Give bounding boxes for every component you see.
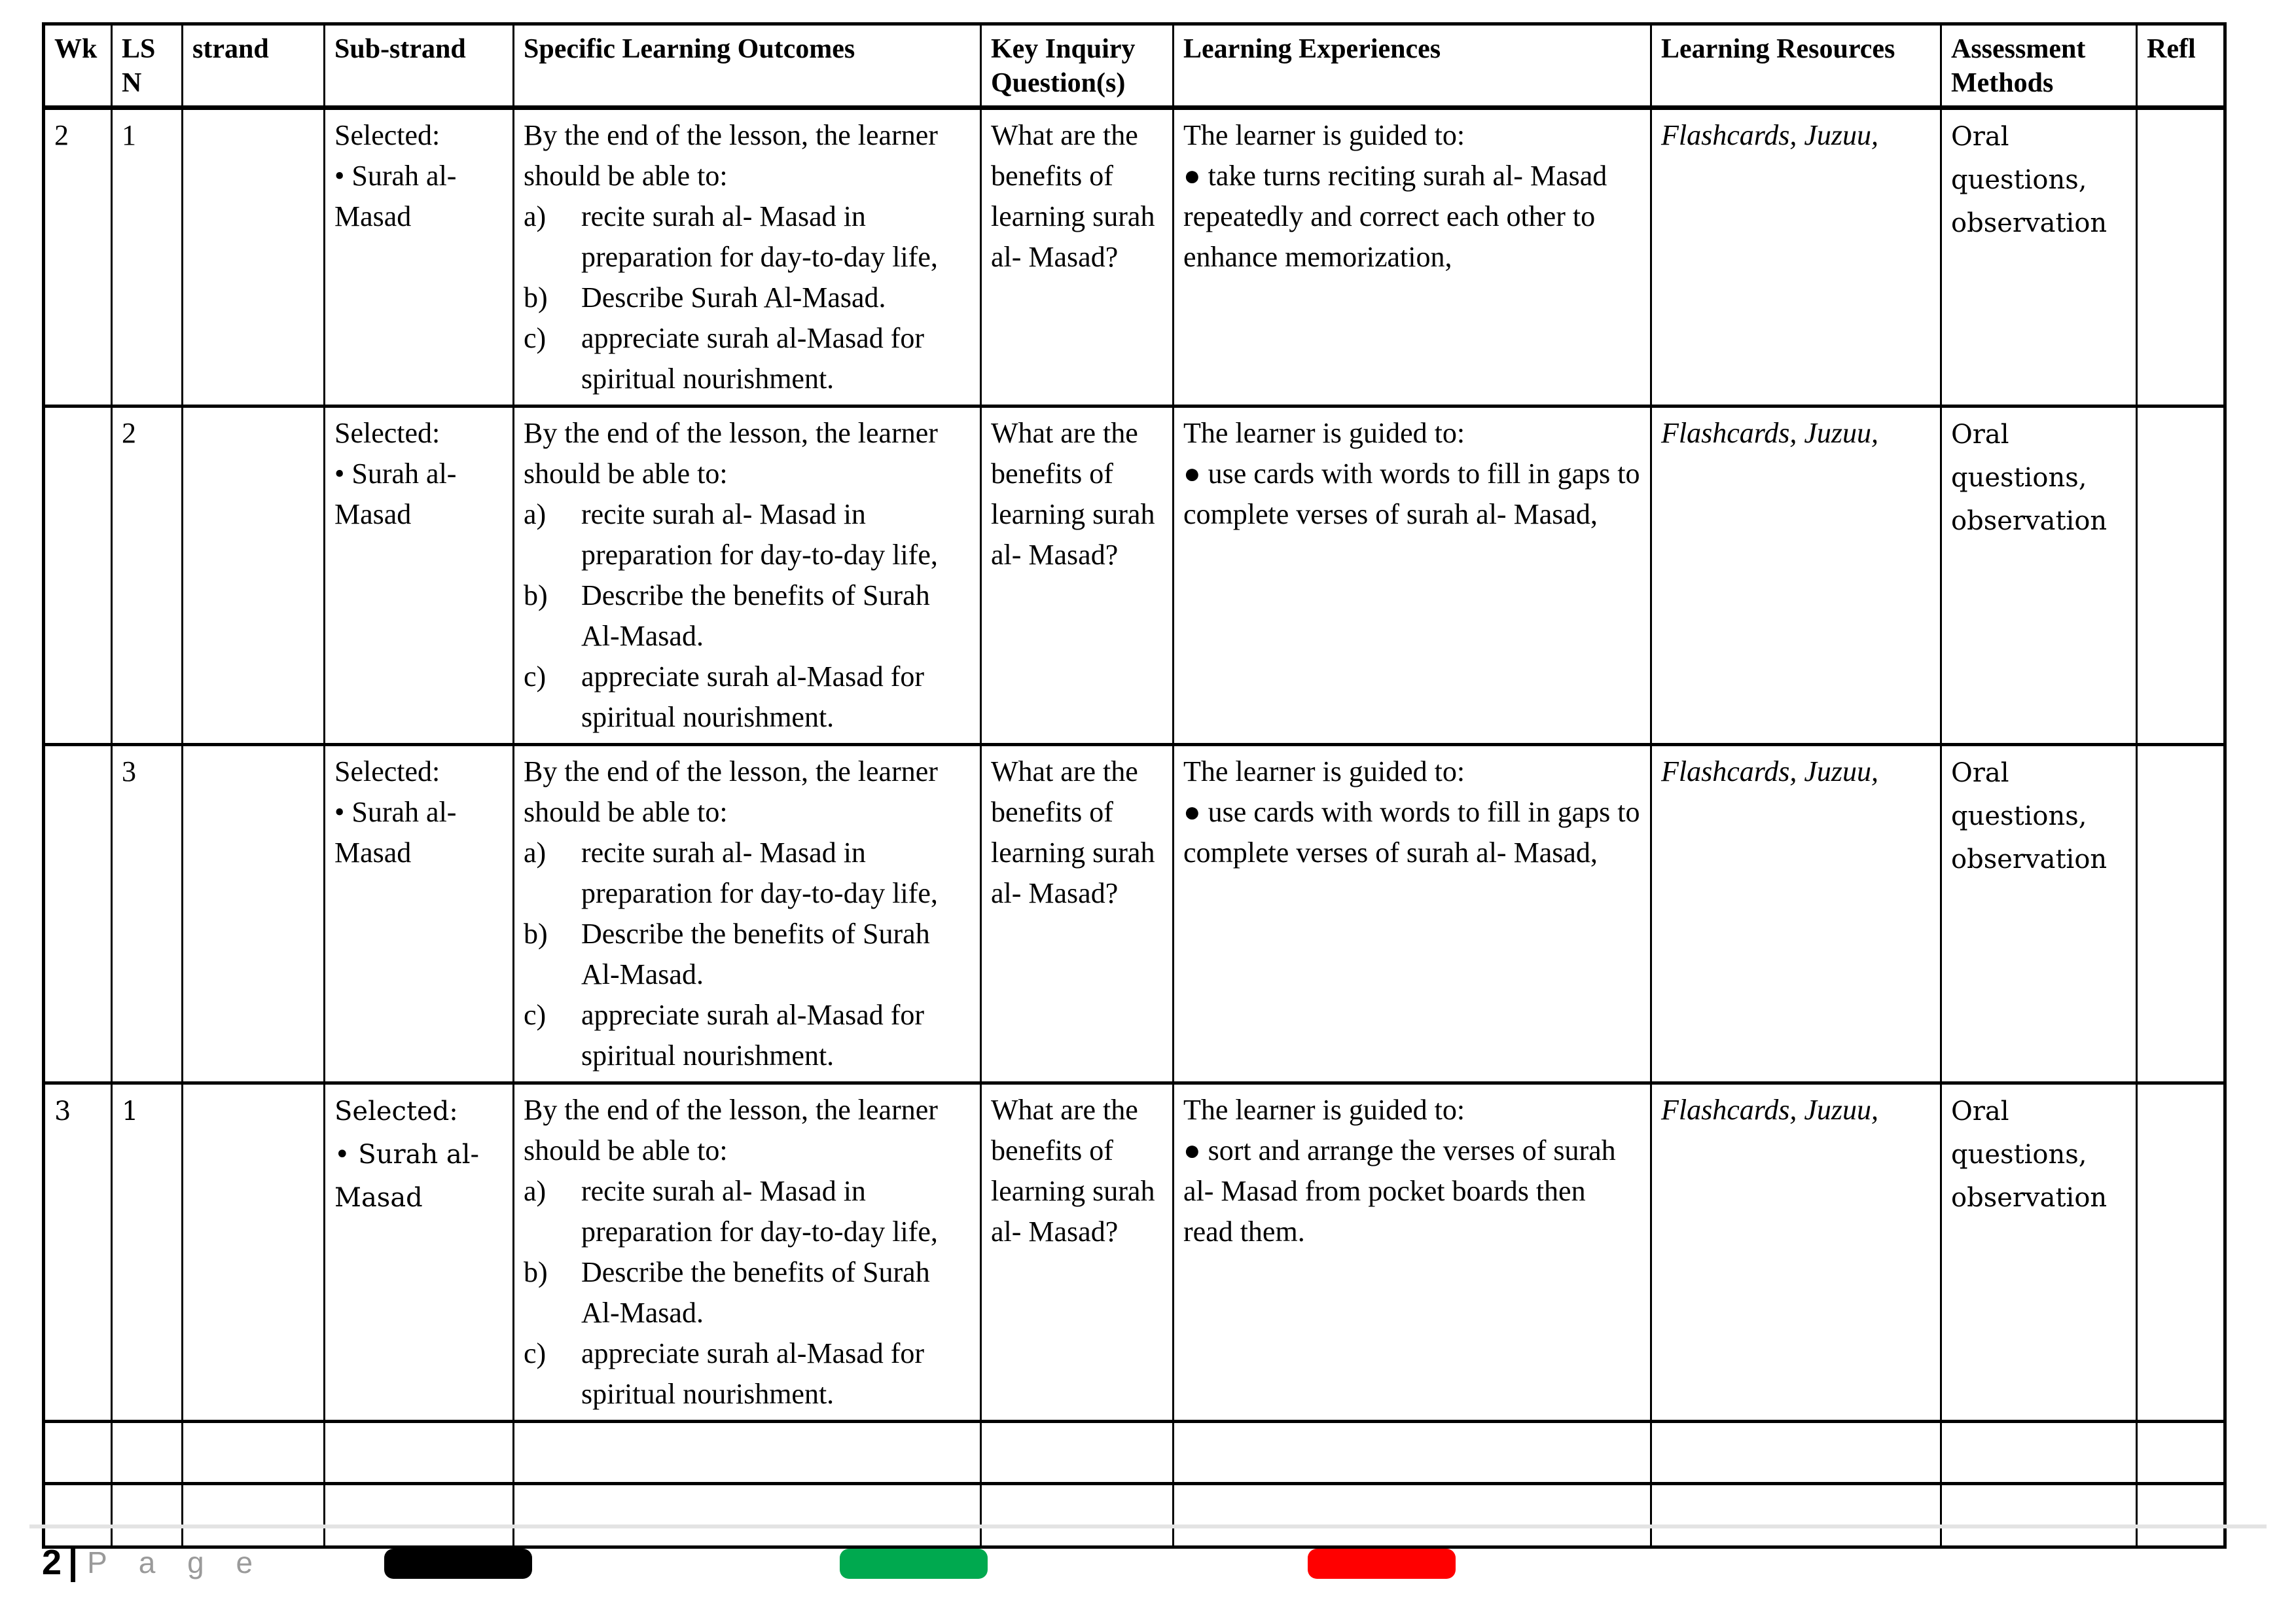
cell-text: What are the benefits of learning surah al- Masad? — [991, 119, 1155, 273]
cell-strand — [183, 406, 325, 745]
table-row — [44, 406, 2225, 745]
cell-assessment — [1941, 406, 2137, 745]
column-header-strand: strand — [183, 24, 325, 108]
cell-text: By the end of the lesson, the learner should be able to: — [524, 417, 938, 490]
cell-text: What are the benefits of learning surah al- Masad? — [991, 755, 1155, 909]
cell-text: ● sort and arrange the verses of surah al- Masad from pocket boards then read them. — [1183, 1134, 1616, 1248]
cell-text: Selected: — [334, 417, 440, 449]
cell-text: Oral questions, observation — [1951, 122, 2108, 238]
cell-sub-strand — [325, 745, 514, 1083]
footer-rule — [29, 1525, 2267, 1528]
column-header-learning-resources: Learning Resources — [1651, 24, 1941, 108]
cell-resources — [1651, 1083, 1941, 1422]
cell-text: Flashcards, Juzuu, — [1661, 417, 1879, 449]
column-header-key-inquiry-question-s: Key Inquiry Question(s) — [981, 24, 1174, 108]
column-header-ls-n: LS N — [112, 24, 183, 108]
list-marker: a) — [524, 1175, 547, 1207]
table-row — [44, 745, 2225, 1083]
cell-experiences — [1174, 406, 1651, 745]
cell-text: Flashcards, Juzuu, — [1661, 755, 1879, 787]
cell-strand — [183, 1484, 325, 1547]
cell-wk — [44, 108, 112, 406]
outcome-list-item: a) recite surah al- Masad in preparation for day-to-day life, — [524, 1171, 971, 1252]
cell-resources — [1651, 406, 1941, 745]
cell-assessment — [1941, 745, 2137, 1083]
page-label: P a g e — [87, 1545, 265, 1579]
cell-sub-strand — [325, 1484, 514, 1547]
cell-key-inquiry — [981, 406, 1174, 745]
cell-experiences — [1174, 1422, 1651, 1484]
cell-outcomes — [514, 406, 981, 745]
page-number: 2 — [42, 1543, 62, 1582]
cell-refl — [2137, 1422, 2225, 1484]
footer-separator: | — [68, 1543, 79, 1582]
cell-strand — [183, 745, 325, 1083]
cell-lsn — [112, 108, 183, 406]
black-bar — [384, 1549, 532, 1579]
table-row — [44, 1083, 2225, 1422]
cell-text: Selected: — [334, 119, 440, 151]
cell-refl — [2137, 108, 2225, 406]
cell-text: ● use cards with words to fill in gaps to complete verses of surah al- Masad, — [1183, 458, 1640, 530]
table-header-row — [44, 24, 2225, 108]
page-footer — [42, 1540, 264, 1585]
red-bar — [1308, 1549, 1456, 1579]
cell-key-inquiry — [981, 745, 1174, 1083]
cell-text: 1 — [122, 119, 136, 151]
column-header-wk: Wk — [44, 24, 112, 108]
list-marker: b) — [524, 579, 548, 611]
cell-text: • Surah al- Masad — [334, 458, 457, 530]
column-header-refl: Refl — [2137, 24, 2225, 108]
list-marker: b) — [524, 281, 548, 314]
outcome-list-item: c) appreciate surah al-Masad for spiritual nourishment. — [524, 318, 971, 399]
cell-text: • Surah al- Masad — [334, 1140, 480, 1213]
cell-resources — [1651, 108, 1941, 406]
cell-wk — [44, 1484, 112, 1547]
cell-text: What are the benefits of learning surah al- Masad? — [991, 1094, 1155, 1248]
outcome-list-item: a) recite surah al- Masad in preparation for day-to-day life, — [524, 494, 971, 575]
cell-text: By the end of the lesson, the learner should be able to: — [524, 755, 938, 828]
cell-sub-strand — [325, 1422, 514, 1484]
list-marker: b) — [524, 1256, 548, 1288]
cell-text: • Surah al- Masad — [334, 796, 457, 869]
cell-text: 2 — [54, 119, 69, 151]
cell-text: What are the benefits of learning surah al- Masad? — [991, 417, 1155, 571]
cell-text: 3 — [54, 1096, 71, 1127]
cell-strand — [183, 108, 325, 406]
column-header-learning-experiences: Learning Experiences — [1174, 24, 1651, 108]
cell-outcomes — [514, 1422, 981, 1484]
list-marker: a) — [524, 837, 547, 869]
cell-text: ● use cards with words to fill in gaps to complete verses of surah al- Masad, — [1183, 796, 1640, 869]
cell-text: Oral questions, observation — [1951, 1096, 2108, 1213]
cell-refl — [2137, 406, 2225, 745]
cell-strand — [183, 1083, 325, 1422]
cell-text: The learner is guided to: — [1183, 1094, 1465, 1126]
cell-text: 2 — [122, 417, 136, 449]
cell-text: The learner is guided to: — [1183, 119, 1465, 151]
cell-text: ● take turns reciting surah al- Masad repeatedly and correct each other to enhance memorization, — [1183, 160, 1607, 273]
cell-text: Selected: — [334, 755, 440, 787]
cell-outcomes — [514, 108, 981, 406]
cell-wk — [44, 745, 112, 1083]
cell-text: 3 — [122, 755, 136, 787]
cell-text: • Surah al- Masad — [334, 160, 457, 232]
cell-sub-strand — [325, 108, 514, 406]
cell-text: The learner is guided to: — [1183, 417, 1465, 449]
outcome-list-item: c) appreciate surah al-Masad for spiritual nourishment. — [524, 1333, 971, 1415]
outcome-list-item: b) Describe Surah Al-Masad. — [524, 278, 971, 318]
cell-lsn — [112, 1083, 183, 1422]
column-header-specific-learning-outcomes: Specific Learning Outcomes — [514, 24, 981, 108]
cell-key-inquiry — [981, 1484, 1174, 1547]
cell-resources — [1651, 1422, 1941, 1484]
cell-text: Oral questions, observation — [1951, 420, 2108, 536]
outcome-list-item: c) appreciate surah al-Masad for spiritual nourishment. — [524, 657, 971, 738]
cell-lsn — [112, 406, 183, 745]
cell-text: By the end of the lesson, the learner should be able to: — [524, 1094, 938, 1166]
cell-refl — [2137, 1484, 2225, 1547]
outcome-list-item: a) recite surah al- Masad in preparation for day-to-day life, — [524, 196, 971, 278]
cell-text: The learner is guided to: — [1183, 755, 1465, 787]
cell-text: 1 — [122, 1096, 139, 1127]
outcome-list-item: b) Describe the benefits of Surah Al-Masad. — [524, 1252, 971, 1333]
outcome-list-item: b) Describe the benefits of Surah Al-Masad. — [524, 575, 971, 657]
cell-text: Selected: — [334, 1096, 458, 1127]
column-header-assessment-methods: Assessment Methods — [1941, 24, 2137, 108]
outcome-list-item: a) recite surah al- Masad in preparation for day-to-day life, — [524, 833, 971, 914]
cell-sub-strand — [325, 1083, 514, 1422]
cell-assessment — [1941, 1083, 2137, 1422]
list-marker: a) — [524, 498, 547, 530]
cell-wk — [44, 1083, 112, 1422]
cell-refl — [2137, 1083, 2225, 1422]
empty-table-row — [44, 1422, 2225, 1484]
cell-refl — [2137, 745, 2225, 1083]
cell-lsn — [112, 1484, 183, 1547]
cell-text: By the end of the lesson, the learner should be able to: — [524, 119, 938, 192]
cell-outcomes — [514, 745, 981, 1083]
cell-lsn — [112, 1422, 183, 1484]
table-body — [44, 108, 2225, 1547]
cell-assessment — [1941, 1422, 2137, 1484]
cell-strand — [183, 1422, 325, 1484]
cell-lsn — [112, 745, 183, 1083]
list-marker: c) — [524, 322, 547, 354]
cell-key-inquiry — [981, 108, 1174, 406]
cell-experiences — [1174, 745, 1651, 1083]
cell-outcomes — [514, 1083, 981, 1422]
cell-outcomes — [514, 1484, 981, 1547]
list-marker: b) — [524, 918, 548, 950]
cell-sub-strand — [325, 406, 514, 745]
empty-table-row — [44, 1484, 2225, 1547]
cell-text: Oral questions, observation — [1951, 758, 2108, 875]
list-marker: c) — [524, 1337, 547, 1369]
cell-experiences — [1174, 108, 1651, 406]
cell-assessment — [1941, 108, 2137, 406]
cell-key-inquiry — [981, 1422, 1174, 1484]
list-marker: c) — [524, 660, 547, 693]
scheme-of-work-table — [42, 22, 2227, 1549]
green-bar — [840, 1549, 988, 1579]
list-marker: c) — [524, 999, 547, 1031]
cell-key-inquiry — [981, 1083, 1174, 1422]
outcome-list-item: c) appreciate surah al-Masad for spiritual nourishment. — [524, 995, 971, 1076]
cell-text: Flashcards, Juzuu, — [1661, 119, 1879, 151]
cell-wk — [44, 1422, 112, 1484]
cell-text: Flashcards, Juzuu, — [1661, 1094, 1879, 1126]
cell-experiences — [1174, 1484, 1651, 1547]
list-marker: a) — [524, 200, 547, 232]
table-row — [44, 108, 2225, 406]
cell-experiences — [1174, 1083, 1651, 1422]
column-header-sub-strand: Sub-strand — [325, 24, 514, 108]
outcome-list-item: b) Describe the benefits of Surah Al-Masad. — [524, 914, 971, 995]
cell-wk — [44, 406, 112, 745]
cell-resources — [1651, 745, 1941, 1083]
cell-assessment — [1941, 1484, 2137, 1547]
cell-resources — [1651, 1484, 1941, 1547]
